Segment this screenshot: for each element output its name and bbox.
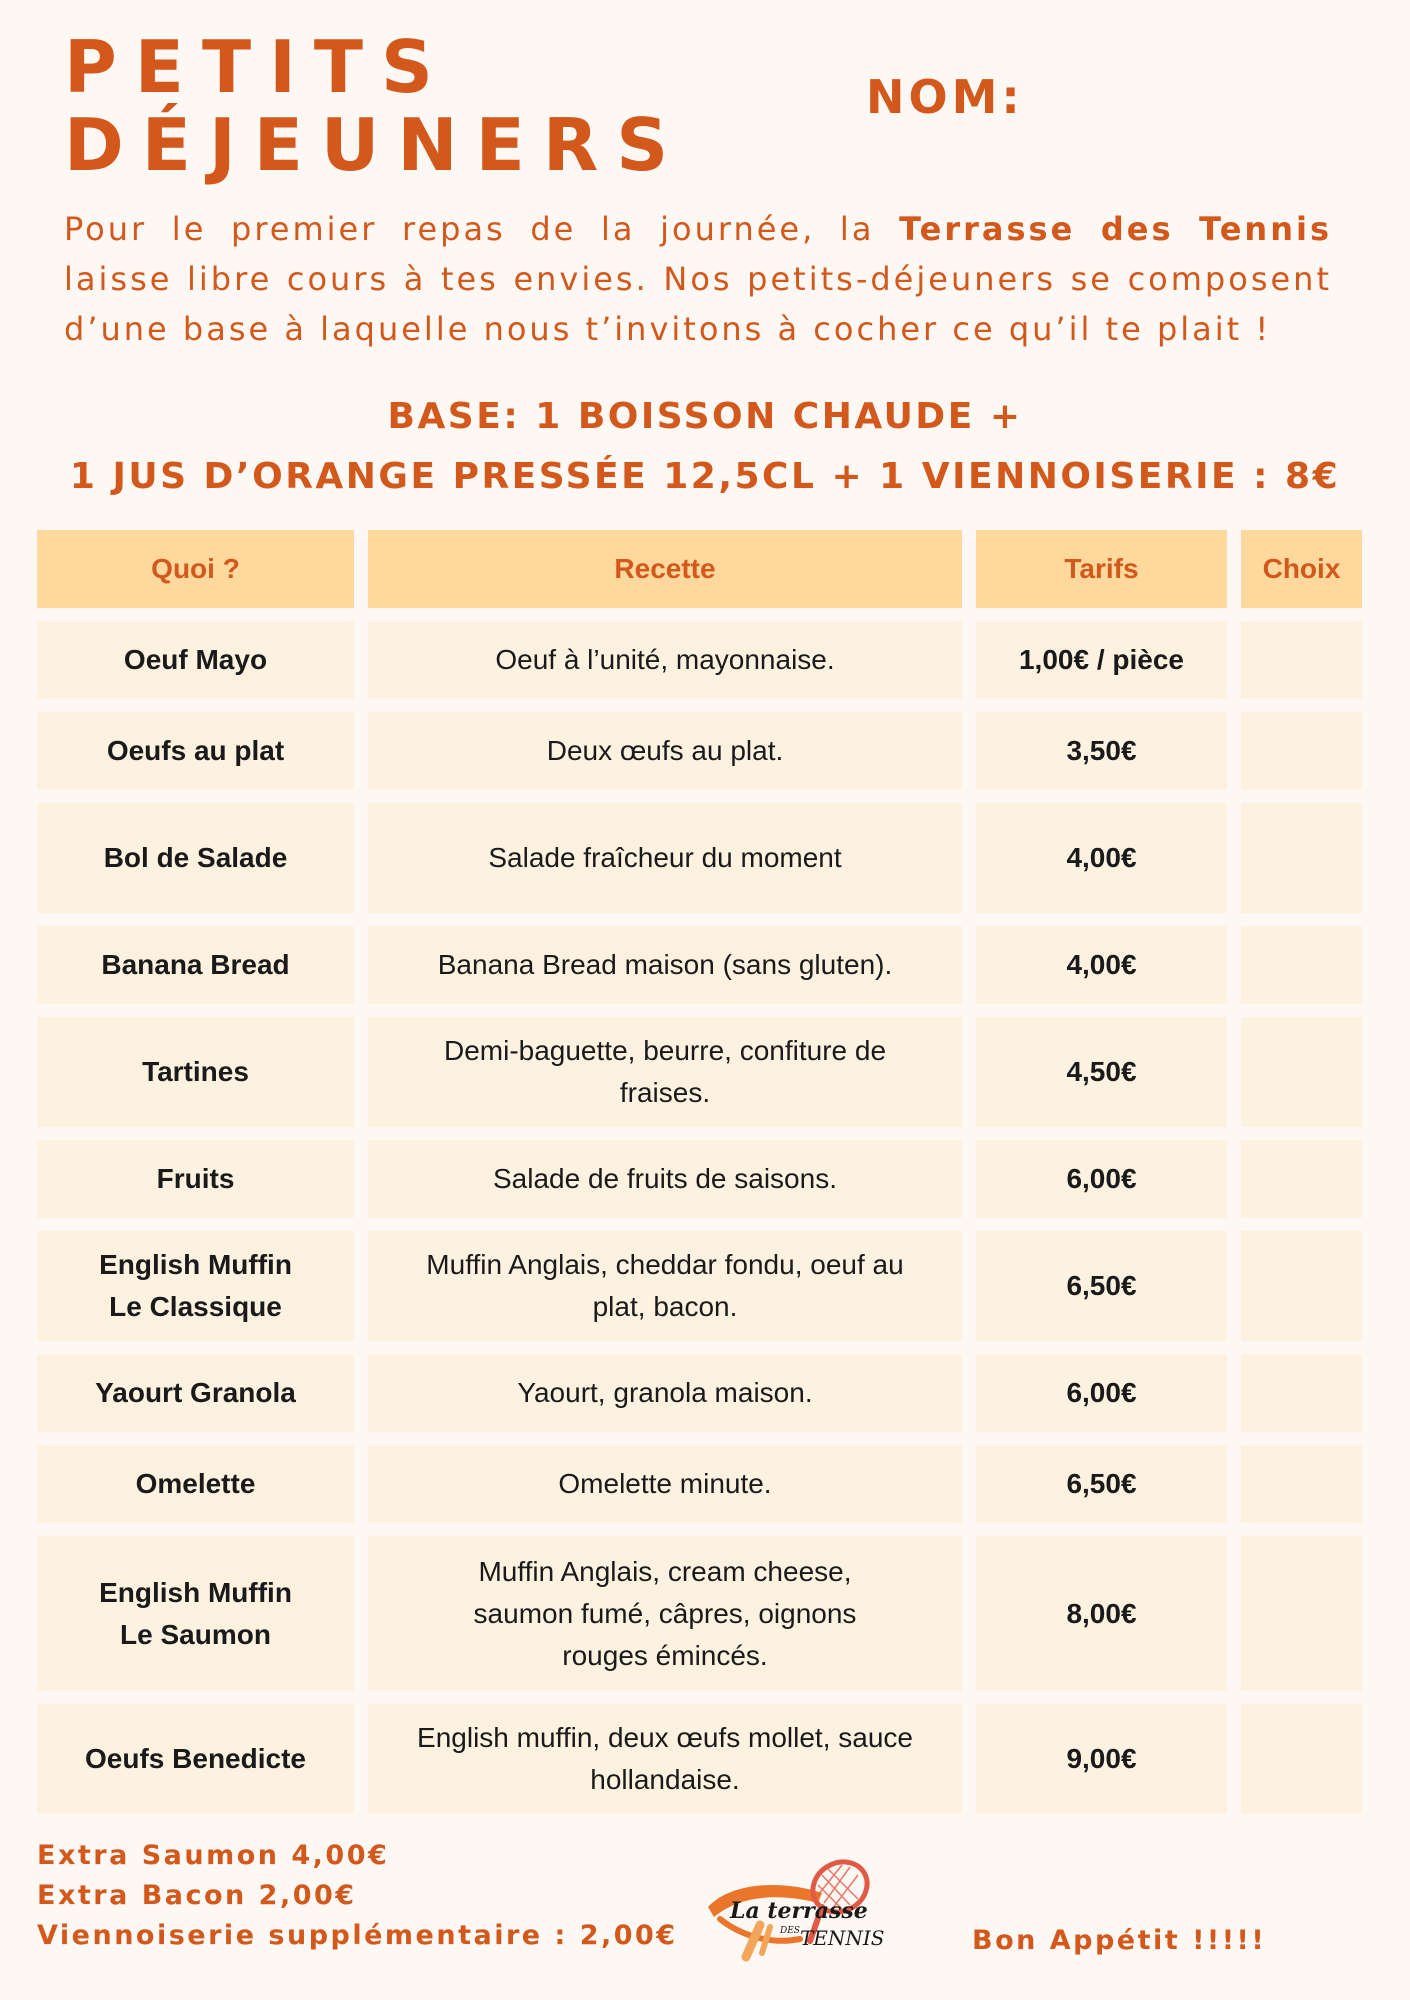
header-tarifs: Tarifs [976, 530, 1227, 608]
row-tarif: 4,50€ [976, 1017, 1227, 1127]
row-recette: English muffin, deux œufs mollet, sauce hollandaise. [368, 1704, 962, 1814]
table-header-row [37, 530, 1362, 608]
row-quoi: Yaourt Granola [37, 1354, 354, 1432]
page-title [64, 25, 687, 187]
row-tarif: 1,00€ / pièce [976, 621, 1227, 699]
row-quoi: Banana Bread [37, 926, 354, 1004]
row-tarif: 6,50€ [976, 1231, 1227, 1341]
row-tarif: 6,00€ [976, 1140, 1227, 1218]
table-row [37, 1445, 1362, 1523]
table-row [37, 712, 1362, 790]
row-quoi: Tartines [37, 1017, 354, 1127]
extra-saumon: Extra Saumon 4,00€ [37, 1840, 390, 1871]
row-choix-checkbox[interactable] [1241, 621, 1362, 699]
header-choix: Choix [1241, 530, 1362, 608]
title-line-2: DÉJEUNERS [64, 103, 687, 187]
table-row [37, 803, 1362, 913]
extras-list [37, 1836, 678, 1956]
row-recette: Yaourt, granola maison. [368, 1354, 962, 1432]
logo-text-line-1: La terrasse [730, 1898, 868, 1924]
row-choix-checkbox[interactable] [1241, 1017, 1362, 1127]
row-choix-checkbox[interactable] [1241, 1354, 1362, 1432]
row-quoi: Bol de Salade [37, 803, 354, 913]
row-recette: Deux œufs au plat. [368, 712, 962, 790]
logo-text-line-2 [780, 1926, 885, 1950]
row-quoi: Oeufs au plat [37, 712, 354, 790]
extra-bacon: Extra Bacon 2,00€ [37, 1880, 357, 1911]
row-choix-checkbox[interactable] [1241, 926, 1362, 1004]
table-row [37, 926, 1362, 1004]
row-quoi: Oeuf Mayo [37, 621, 354, 699]
header-quoi: Quoi ? [37, 530, 354, 608]
row-recette: Muffin Anglais, cream cheese, saumon fumé, câpres, oignons rouges émincés. [368, 1536, 962, 1691]
row-quoi: Oeufs Benedicte [37, 1704, 354, 1814]
row-recette: Salade fraîcheur du moment [368, 803, 962, 913]
row-choix-checkbox[interactable] [1241, 1704, 1362, 1814]
row-quoi: Fruits [37, 1140, 354, 1218]
intro-brand: Terrasse des Tennis [899, 210, 1333, 248]
table-row [37, 1140, 1362, 1218]
table-row [37, 1704, 1362, 1814]
extra-viennoiserie: Viennoiserie supplémentaire : 2,00€ [37, 1920, 678, 1951]
row-recette: Oeuf à l’unité, mayonnaise. [368, 621, 962, 699]
row-tarif: 9,00€ [976, 1704, 1227, 1814]
logo-text-tennis: TENNIS [799, 1926, 885, 1950]
row-recette: Salade de fruits de saisons. [368, 1140, 962, 1218]
row-recette: Banana Bread maison (sans gluten). [368, 926, 962, 1004]
row-tarif: 6,50€ [976, 1445, 1227, 1523]
intro-text-after: laisse libre cours à tes envies. Nos petits-déjeuners se composent d’une base à laquelle nous t’invitons à cocher ce qu’il te plait ! [64, 260, 1332, 348]
row-choix-checkbox[interactable] [1241, 803, 1362, 913]
row-tarif: 4,00€ [976, 926, 1227, 1004]
title-line-1: PETITS [64, 25, 451, 109]
base-line-1: BASE: 1 BOISSON CHAUDE + [387, 396, 1023, 437]
table-row [37, 1017, 1362, 1127]
row-tarif: 8,00€ [976, 1536, 1227, 1691]
row-choix-checkbox[interactable] [1241, 1140, 1362, 1218]
table-row [37, 1354, 1362, 1432]
row-quoi: English Muffin Le Classique [37, 1231, 354, 1341]
row-quoi: English Muffin Le Saumon [37, 1536, 354, 1691]
bon-appetit: Bon Appétit !!!!! [972, 1925, 1267, 1956]
row-tarif: 6,00€ [976, 1354, 1227, 1432]
intro-text-before: Pour le premier repas de la journée, la [64, 210, 900, 248]
table-row [37, 621, 1362, 699]
row-recette: Demi-baguette, beurre, confiture de fraises. [368, 1017, 962, 1127]
row-choix-checkbox[interactable] [1241, 1231, 1362, 1341]
row-recette: Muffin Anglais, cheddar fondu, oeuf au plat, bacon. [368, 1231, 962, 1341]
row-choix-checkbox[interactable] [1241, 1536, 1362, 1691]
table-row [37, 1536, 1362, 1691]
base-line-2: 1 JUS D’ORANGE PRESSÉE 12,5CL + 1 VIENNOISERIE : 8€ [69, 456, 1341, 497]
row-choix-checkbox[interactable] [1241, 712, 1362, 790]
intro-paragraph [64, 204, 1332, 354]
table-row [37, 1231, 1362, 1341]
row-tarif: 3,50€ [976, 712, 1227, 790]
row-recette: Omelette minute. [368, 1445, 962, 1523]
row-choix-checkbox[interactable] [1241, 1445, 1362, 1523]
row-tarif: 4,00€ [976, 803, 1227, 913]
nom-label: NOM: [866, 70, 1024, 124]
row-quoi: Omelette [37, 1445, 354, 1523]
logo-text-des: DES [780, 1926, 800, 1936]
header-recette: Recette [368, 530, 962, 608]
